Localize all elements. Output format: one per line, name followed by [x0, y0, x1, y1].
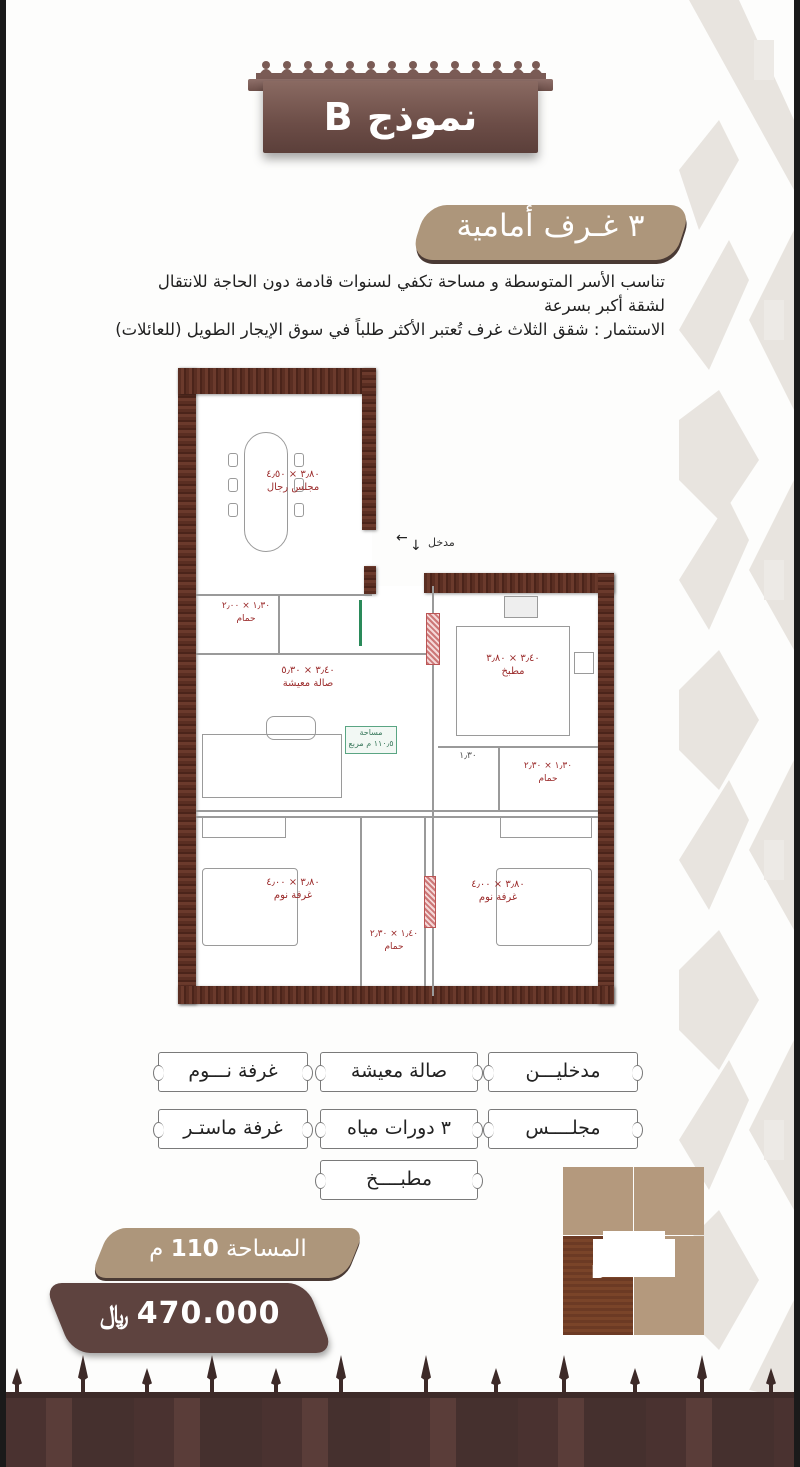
entry-label: مدخل — [428, 536, 455, 549]
feature-chip: غرفة نـــوم — [158, 1052, 308, 1092]
hatched-column — [426, 613, 440, 665]
sofa — [202, 734, 342, 798]
chair — [228, 478, 238, 492]
room-label-bath-2: ١٫٣٠ × ٢٫٣٠ حمام — [523, 761, 573, 784]
partition — [498, 746, 500, 810]
kitchen-sink — [504, 596, 538, 618]
description-line-1: تناسب الأسر المتوسطة و مساحة تكفي لسنوات قادمة دون الحاجة للانتقال — [157, 272, 665, 291]
model-plaque — [248, 55, 553, 160]
fence-rail — [6, 1392, 794, 1398]
wall-top-left — [178, 368, 374, 394]
rooms-tag-label: ٣ غـرف أمامية — [456, 208, 645, 244]
left-frame-border — [0, 0, 6, 1467]
courtyard-notch — [603, 1231, 665, 1241]
block-tile — [634, 1167, 704, 1235]
wall-right — [598, 573, 614, 1004]
fence-footer — [6, 1395, 794, 1467]
description — [65, 270, 665, 342]
chair — [228, 503, 238, 517]
wall-top-right — [424, 573, 614, 593]
partition — [360, 816, 362, 986]
kitchen-island — [456, 626, 570, 736]
feature-chip: ٣ دورات مياه — [320, 1109, 478, 1149]
partition — [438, 746, 598, 748]
fence-spike — [421, 1355, 431, 1396]
block-tile — [563, 1167, 633, 1235]
room-label-living: ٣٫٤٠ × ٥٫٣٠ صالة معيشة — [281, 665, 335, 689]
chair — [294, 503, 304, 517]
feature-chip: مجلــــس — [488, 1109, 638, 1149]
fence-spike — [336, 1355, 346, 1396]
description-line-3: الاستثمار : شقق الثلاث غرف تُعتبر الأكثر طلباً في سوق الإيجار الطويل (للعائلات) — [115, 320, 665, 339]
chair — [228, 453, 238, 467]
stove — [574, 652, 594, 674]
wardrobe-right — [500, 816, 592, 838]
room-label-bath-3: ١٫٤٠ × ٢٫٣٠ حمام — [369, 929, 419, 952]
wall-mid-upper — [362, 368, 376, 530]
hatched-column — [424, 876, 436, 928]
partition — [196, 594, 372, 596]
green-partition — [359, 600, 362, 646]
wall-bottom — [178, 986, 614, 1004]
chair — [294, 453, 304, 467]
feature-chip: مطبــــخ — [320, 1160, 478, 1200]
feature-chip: صالة معيشة — [320, 1052, 478, 1092]
arrow-down-icon: ↓ — [410, 538, 422, 554]
closet-dims: ١٫٣٠ — [459, 751, 477, 761]
area-box: مساحة ١١٠٫٥ م مربع — [345, 726, 397, 754]
block-b-label: B — [591, 1262, 605, 1283]
feature-chip: غرفة ماستـر — [158, 1109, 308, 1149]
right-frame-border — [794, 0, 800, 1467]
room-label-kitchen: ٣٫٤٠ × ٣٫٨٠ مطبخ — [486, 653, 540, 677]
arrow-left-icon: ← — [396, 530, 408, 546]
partition — [196, 810, 598, 812]
fence-spike — [559, 1355, 569, 1396]
room-label-bath-1: ١٫٣٠ × ٢٫٠٠ حمام — [221, 601, 271, 624]
block-location-map — [563, 1167, 704, 1335]
description-line-2: لشقة أكبر بسرعة — [543, 296, 665, 315]
model-title: نموذج B — [323, 95, 478, 139]
feature-chip: مدخليـــن — [488, 1052, 638, 1092]
wall-entry-pillar — [364, 566, 376, 594]
room-label-bedroom-1: ٣٫٨٠ × ٤٫٠٠ غرفة نوم — [266, 877, 320, 901]
fence-spike — [207, 1355, 217, 1396]
coffee-table — [266, 716, 316, 740]
saudi-riyal-icon: ﷼ — [100, 1300, 129, 1330]
room-label-majlis: ٣٫٨٠ × ٤٫٥٠ مجلس رجال — [266, 469, 320, 493]
floor-plan — [178, 368, 614, 1004]
room-label-bedroom-2: ٣٫٨٠ × ٤٫٠٠ غرفة نوم — [471, 879, 525, 903]
fence-spike — [78, 1355, 88, 1396]
area-label: المساحة 110 م — [149, 1236, 307, 1262]
price-label: ﷼ 470.000 — [100, 1296, 281, 1331]
wall-left — [178, 368, 196, 1004]
wardrobe-left — [202, 816, 286, 838]
partition — [196, 653, 432, 655]
